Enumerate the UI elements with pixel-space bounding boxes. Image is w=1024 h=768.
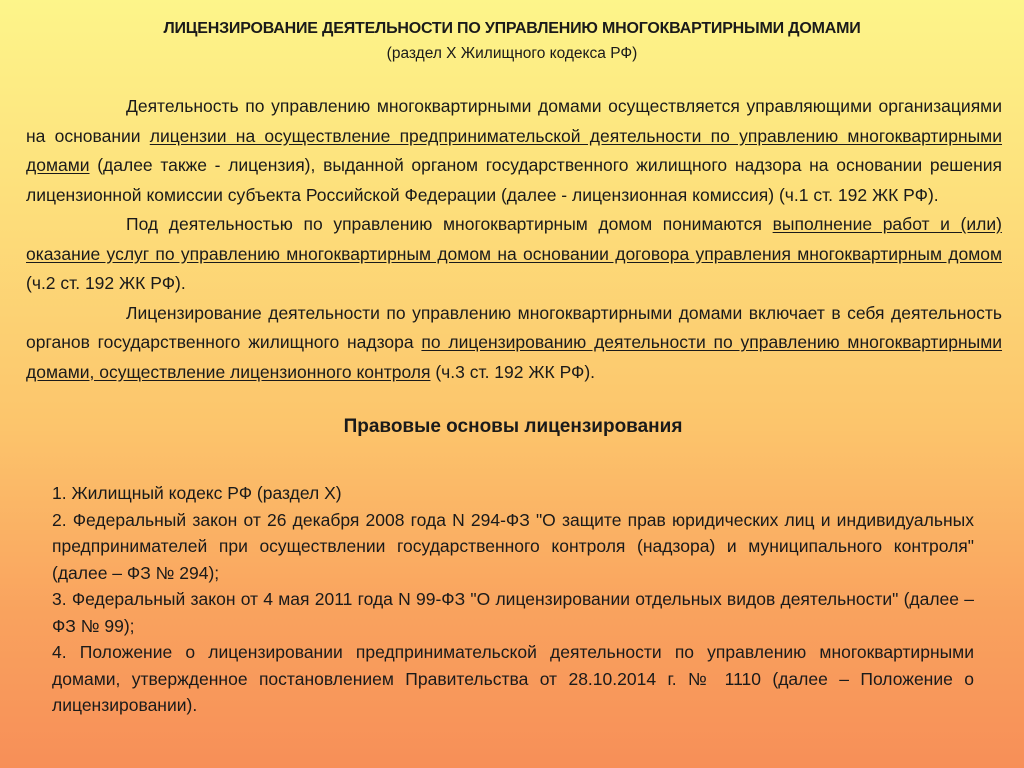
paragraph-1-text-before: Деятельность по управлению многоквартирными домами осуществляется управляющими организациями на основании [26, 96, 1002, 146]
paragraph-2 [26, 210, 1002, 299]
legal-bases-list [52, 480, 974, 719]
body-text [26, 92, 1002, 387]
paragraph-3-text-before: Лицензирование деятельности по управлению многоквартирными домами включает в себя деятельность органов государственного жилищного надзора [26, 302, 1002, 352]
slide-title: ЛИЦЕНЗИРОВАНИЕ ДЕЯТЕЛЬНОСТИ ПО УПРАВЛЕНИЮ МНОГОКВАРТИРНЫМИ ДОМАМИ [163, 20, 861, 37]
section-heading: Правовые основы лицензирования [343, 416, 683, 437]
list-item: 1. Жилищный кодекс РФ (раздел X) [52, 483, 342, 503]
paragraph-2-text-before: Под деятельностью по управлению многоквартирным домом понимаются [126, 214, 773, 234]
paragraph-3-text-after: (ч.3 ст. 192 ЖК РФ). [430, 361, 596, 382]
list-item: 4. Положение о лицензировании предпринимательской деятельности по управлению многоквартирными домами, утвержденное постановлением Правительства от 28.10.2014 г. № 1110 (далее – Положение о лицензировании). [52, 642, 974, 715]
paragraph-1 [26, 92, 1002, 210]
paragraph-3 [26, 299, 1002, 388]
paragraph-3-underlined-text: по лицензированию деятельности по управлению многоквартирными домами, осуществление лицензионного контроля [26, 332, 1003, 382]
paragraph-2-text-after: (ч.2 ст. 192 ЖК РФ). [26, 273, 186, 293]
paragraph-1-text-after: (далее также - лицензия), выданной органом государственного жилищного надзора на основании решения лицензионной комиссии субъекта Российской Федерации (далее - лицензионная комиссия) (ч.1 ст. 192 ЖК РФ). [26, 155, 1002, 205]
list-item: 2. Федеральный закон от 26 декабря 2008 года N 294-ФЗ "О защите прав юридических лиц и индивидуальных предпринимателей при осуществлении государственного контроля (надзора) и муниципального контроля" (далее – ФЗ № 294); [52, 509, 974, 583]
paragraph-1-underlined-text: лицензии на осуществление предпринимательской деятельности по управлению многоквартирными домами [26, 125, 1002, 175]
list-item: 3. Федеральный закон от 4 мая 2011 года N 99-ФЗ "О лицензировании отдельных видов деятельности" (далее – ФЗ № 99); [52, 589, 974, 636]
slide-subtitle: (раздел X Жилищного кодекса РФ) [386, 45, 638, 62]
paragraph-2-underlined-text: выполнение работ и (или) оказание услуг по управлению многоквартирным домом на основании договора управления многоквартирным домом [26, 214, 1002, 264]
